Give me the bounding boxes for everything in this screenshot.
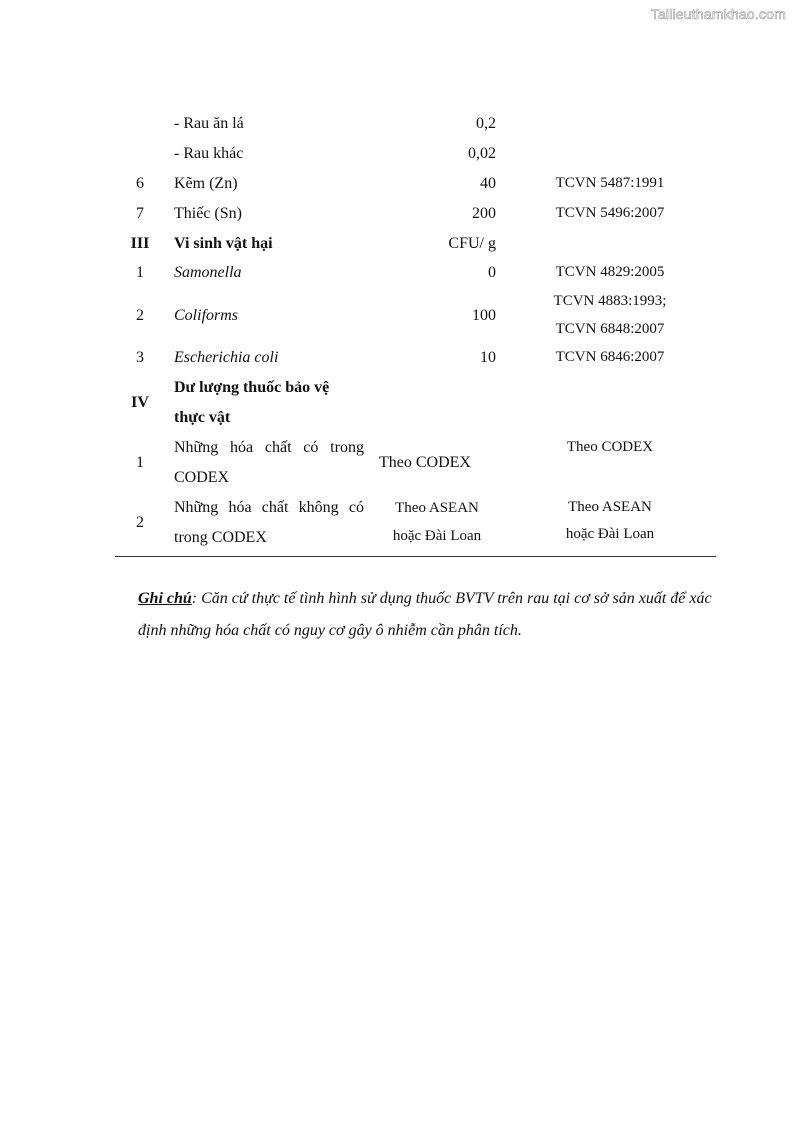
row-name: - Rau khác (174, 145, 244, 162)
row-value: 0,2 (476, 115, 496, 132)
row-number: 1 (136, 454, 144, 471)
row-name-line1: Những hóa chất có trong (174, 439, 364, 456)
row-number: 7 (136, 205, 144, 222)
row-number: 2 (136, 514, 144, 531)
section-title: Vi sinh vật hại (174, 235, 273, 252)
row-value: 10 (480, 349, 496, 366)
watermark-logo: Tailieuthamkhao.com (650, 6, 786, 22)
row-method: TCVN 4829:2005 (555, 264, 665, 280)
section-unit: CFU/ g (448, 235, 496, 252)
footnote-text: : Căn cứ thực tế tình hình sử dụng thuốc BVTV trên rau tại cơ sở sản xuất để xác định những hóa chất có nguy cơ gây ô nhiễm cần phân tích. (138, 590, 712, 639)
row-value: 200 (472, 205, 496, 222)
row-number: 6 (136, 175, 144, 192)
table-bottom-border (115, 556, 716, 557)
row-number: 3 (136, 349, 144, 366)
row-value: Theo CODEX (379, 454, 471, 471)
footnote (138, 583, 728, 647)
row-value-line2: hoặc Đài Loan (392, 528, 482, 544)
row-value: 0,02 (468, 145, 496, 162)
row-method-line1: Theo ASEAN (568, 499, 652, 515)
row-method: TCVN 5487:1991 (555, 175, 665, 191)
section-title-line1: Dư lượng thuốc bảo vệ (174, 379, 330, 396)
section-number: IV (131, 394, 149, 411)
row-name: Samonella (174, 264, 242, 281)
row-name-line2: CODEX (174, 469, 230, 486)
row-value: 100 (472, 307, 496, 324)
row-value: 0 (488, 264, 496, 281)
row-name: Coliforms (174, 307, 239, 324)
row-value-line1: Theo ASEAN (395, 500, 479, 516)
row-name: Thiếc (Sn) (174, 205, 242, 222)
row-name: Kẽm (Zn) (174, 175, 238, 192)
row-number: 1 (136, 264, 144, 281)
row-value: 40 (480, 175, 496, 192)
row-method: TCVN 5496:2007 (555, 205, 665, 221)
row-method: TCVN 6846:2007 (555, 349, 665, 365)
row-name-line1: Những hóa chất không có (174, 499, 364, 516)
row-name-line2: trong CODEX (174, 529, 267, 546)
row-method-line2: TCVN 6848:2007 (555, 321, 665, 337)
row-name: Escherichia coli (174, 349, 279, 366)
row-method: Theo CODEX (566, 439, 654, 455)
row-name: - Rau ăn lá (174, 115, 244, 132)
row-method-line1: TCVN 4883:1993; (553, 293, 667, 309)
footnote-label: Ghi chú (138, 590, 192, 607)
section-title-line2: thực vật (174, 409, 231, 426)
row-method-line2: hoặc Đài Loan (565, 526, 655, 542)
section-number: III (130, 235, 150, 252)
row-number: 2 (136, 307, 144, 324)
